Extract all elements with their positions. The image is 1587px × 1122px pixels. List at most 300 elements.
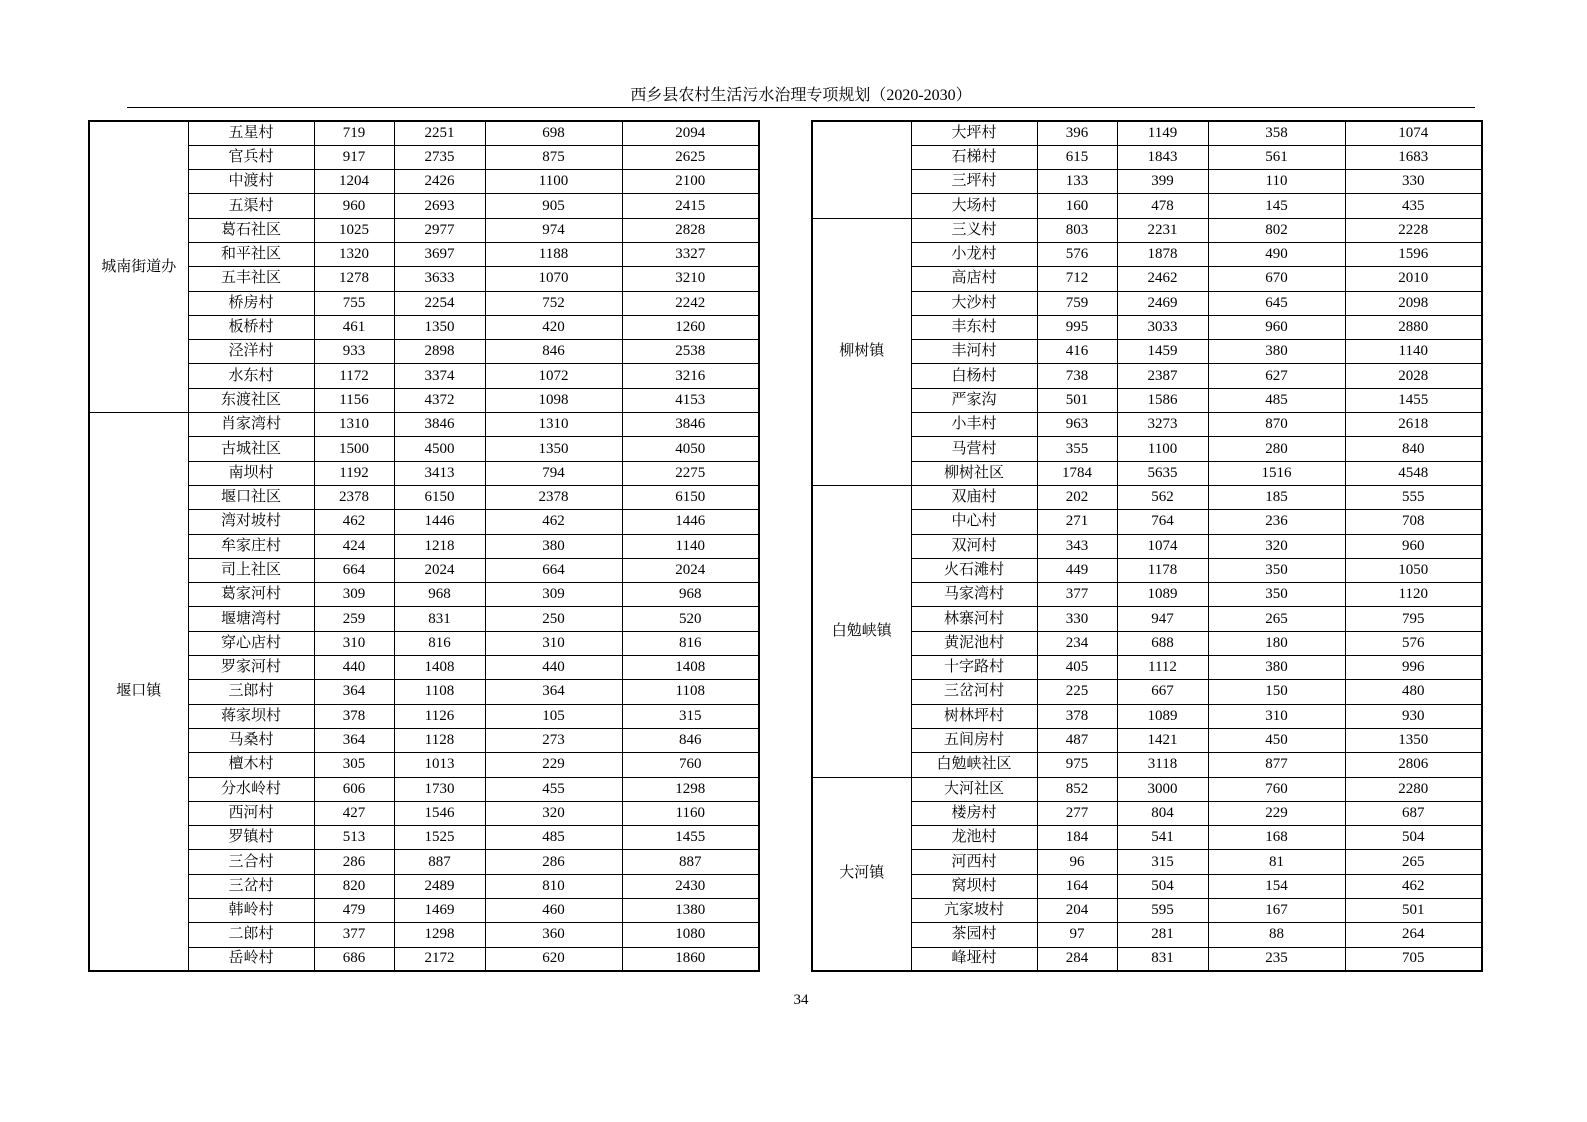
village-name-cell: 三义村 <box>911 218 1037 242</box>
town-name-cell: 柳树镇 <box>812 218 911 485</box>
village-name-cell: 小丰村 <box>911 413 1037 437</box>
value-cell: 81 <box>1208 850 1345 874</box>
value-cell: 1089 <box>1117 704 1208 728</box>
value-cell: 1080 <box>622 923 759 947</box>
value-cell: 2024 <box>622 558 759 582</box>
value-cell: 1469 <box>394 899 485 923</box>
value-cell: 485 <box>1208 388 1345 412</box>
value-cell: 1860 <box>622 947 759 971</box>
value-cell: 1350 <box>485 437 622 461</box>
value-cell: 576 <box>1345 631 1482 655</box>
value-cell: 2489 <box>394 874 485 898</box>
table-row <box>89 534 759 558</box>
value-cell: 1120 <box>1345 583 1482 607</box>
value-cell: 281 <box>1117 923 1208 947</box>
value-cell: 1784 <box>1037 461 1117 485</box>
value-cell: 160 <box>1037 194 1117 218</box>
value-cell: 670 <box>1208 267 1345 291</box>
value-cell: 501 <box>1345 899 1482 923</box>
value-cell: 2538 <box>622 340 759 364</box>
value-cell: 455 <box>485 777 622 801</box>
value-cell: 831 <box>394 607 485 631</box>
value-cell: 3000 <box>1117 777 1208 801</box>
value-cell: 202 <box>1037 485 1117 509</box>
value-cell: 2010 <box>1345 267 1482 291</box>
table-row <box>89 291 759 315</box>
table-row <box>89 461 759 485</box>
value-cell: 840 <box>1345 437 1482 461</box>
table-row <box>812 364 1482 388</box>
table-row <box>812 826 1482 850</box>
village-name-cell: 大坪村 <box>911 121 1037 145</box>
village-name-cell: 湾对坡村 <box>188 510 314 534</box>
value-cell: 802 <box>1208 218 1345 242</box>
value-cell: 377 <box>314 923 394 947</box>
table-row <box>89 656 759 680</box>
value-cell: 504 <box>1345 826 1482 850</box>
village-name-cell: 三合村 <box>188 850 314 874</box>
table-row <box>812 583 1482 607</box>
table-row <box>89 826 759 850</box>
value-cell: 870 <box>1208 413 1345 437</box>
value-cell: 450 <box>1208 728 1345 752</box>
village-name-cell: 桥房村 <box>188 291 314 315</box>
value-cell: 2280 <box>1345 777 1482 801</box>
value-cell: 4153 <box>622 388 759 412</box>
village-name-cell: 五渠村 <box>188 194 314 218</box>
village-name-cell: 牟家庄村 <box>188 534 314 558</box>
value-cell: 440 <box>485 656 622 680</box>
village-name-cell: 蒋家坝村 <box>188 704 314 728</box>
value-cell: 2378 <box>314 485 394 509</box>
table-row <box>89 607 759 631</box>
table-row <box>89 388 759 412</box>
table-row <box>812 242 1482 266</box>
value-cell: 164 <box>1037 874 1117 898</box>
value-cell: 687 <box>1345 801 1482 825</box>
value-cell: 1188 <box>485 242 622 266</box>
table-row <box>812 437 1482 461</box>
value-cell: 1100 <box>1117 437 1208 461</box>
village-name-cell: 高店村 <box>911 267 1037 291</box>
village-name-cell: 龙池村 <box>911 826 1037 850</box>
village-name-cell: 林寨河村 <box>911 607 1037 631</box>
table-row <box>89 437 759 461</box>
table-row <box>812 267 1482 291</box>
value-cell: 2828 <box>622 218 759 242</box>
value-cell: 350 <box>1208 558 1345 582</box>
value-cell: 5635 <box>1117 461 1208 485</box>
table-row <box>812 291 1482 315</box>
value-cell: 1516 <box>1208 461 1345 485</box>
value-cell: 229 <box>485 753 622 777</box>
village-name-cell: 五间房村 <box>911 728 1037 752</box>
value-cell: 759 <box>1037 291 1117 315</box>
value-cell: 435 <box>1345 194 1482 218</box>
value-cell: 480 <box>1345 680 1482 704</box>
value-cell: 97 <box>1037 923 1117 947</box>
table-row <box>812 850 1482 874</box>
value-cell: 2275 <box>622 461 759 485</box>
table-row <box>812 413 1482 437</box>
table-row <box>89 874 759 898</box>
village-name-cell: 丰河村 <box>911 340 1037 364</box>
value-cell: 3633 <box>394 267 485 291</box>
table-row <box>89 315 759 339</box>
village-name-cell: 五丰社区 <box>188 267 314 291</box>
value-cell: 3413 <box>394 461 485 485</box>
value-cell: 760 <box>622 753 759 777</box>
value-cell: 816 <box>622 631 759 655</box>
village-name-cell: 黄泥池村 <box>911 631 1037 655</box>
village-name-cell: 东渡社区 <box>188 388 314 412</box>
value-cell: 555 <box>1345 485 1482 509</box>
value-cell: 1072 <box>485 364 622 388</box>
value-cell: 1408 <box>622 656 759 680</box>
value-cell: 286 <box>485 850 622 874</box>
village-name-cell: 亢家坡村 <box>911 899 1037 923</box>
value-cell: 1350 <box>394 315 485 339</box>
village-name-cell: 马营村 <box>911 437 1037 461</box>
value-cell: 1218 <box>394 534 485 558</box>
value-cell: 738 <box>1037 364 1117 388</box>
value-cell: 1074 <box>1345 121 1482 145</box>
value-cell: 620 <box>485 947 622 971</box>
village-name-cell: 三岔河村 <box>911 680 1037 704</box>
table-row <box>89 194 759 218</box>
value-cell: 887 <box>622 850 759 874</box>
value-cell: 795 <box>1345 607 1482 631</box>
table-row <box>812 194 1482 218</box>
value-cell: 1070 <box>485 267 622 291</box>
value-cell: 1025 <box>314 218 394 242</box>
village-name-cell: 双庙村 <box>911 485 1037 509</box>
table-row <box>89 364 759 388</box>
village-name-cell: 大沙村 <box>911 291 1037 315</box>
village-name-cell: 马家湾村 <box>911 583 1037 607</box>
value-cell: 225 <box>1037 680 1117 704</box>
value-cell: 1525 <box>394 826 485 850</box>
value-cell: 1074 <box>1117 534 1208 558</box>
value-cell: 1380 <box>622 899 759 923</box>
value-cell: 1140 <box>622 534 759 558</box>
village-name-cell: 葛家河村 <box>188 583 314 607</box>
value-cell: 133 <box>1037 170 1117 194</box>
village-name-cell: 檀木村 <box>188 753 314 777</box>
value-cell: 852 <box>1037 777 1117 801</box>
value-cell: 698 <box>485 121 622 145</box>
value-cell: 1459 <box>1117 340 1208 364</box>
value-cell: 96 <box>1037 850 1117 874</box>
value-cell: 504 <box>1117 874 1208 898</box>
village-name-cell: 二郎村 <box>188 923 314 947</box>
value-cell: 320 <box>485 801 622 825</box>
value-cell: 2693 <box>394 194 485 218</box>
table-row <box>812 315 1482 339</box>
village-name-cell: 白杨村 <box>911 364 1037 388</box>
value-cell: 309 <box>485 583 622 607</box>
value-cell: 752 <box>485 291 622 315</box>
value-cell: 1260 <box>622 315 759 339</box>
value-cell: 794 <box>485 461 622 485</box>
value-cell: 259 <box>314 607 394 631</box>
value-cell: 1140 <box>1345 340 1482 364</box>
village-name-cell: 肖家湾村 <box>188 413 314 437</box>
value-cell: 2880 <box>1345 315 1482 339</box>
value-cell: 3327 <box>622 242 759 266</box>
value-cell: 462 <box>485 510 622 534</box>
value-cell: 320 <box>1208 534 1345 558</box>
value-cell: 887 <box>394 850 485 874</box>
value-cell: 490 <box>1208 242 1345 266</box>
table-row <box>89 850 759 874</box>
village-name-cell: 丰东村 <box>911 315 1037 339</box>
value-cell: 760 <box>1208 777 1345 801</box>
value-cell: 310 <box>314 631 394 655</box>
table-row <box>812 170 1482 194</box>
village-name-cell: 葛石社区 <box>188 218 314 242</box>
town-name-cell: 白勉峡镇 <box>812 485 911 777</box>
value-cell: 1156 <box>314 388 394 412</box>
value-cell: 541 <box>1117 826 1208 850</box>
value-cell: 1204 <box>314 170 394 194</box>
value-cell: 284 <box>1037 947 1117 971</box>
value-cell: 2415 <box>622 194 759 218</box>
village-name-cell: 白勉峡社区 <box>911 753 1037 777</box>
value-cell: 2172 <box>394 947 485 971</box>
value-cell: 180 <box>1208 631 1345 655</box>
value-cell: 1172 <box>314 364 394 388</box>
village-name-cell: 泾洋村 <box>188 340 314 364</box>
value-cell: 355 <box>1037 437 1117 461</box>
table-row <box>812 388 1482 412</box>
town-name-cell: 堰口镇 <box>89 413 188 972</box>
table-row <box>812 145 1482 169</box>
value-cell: 343 <box>1037 534 1117 558</box>
value-cell: 974 <box>485 218 622 242</box>
village-name-cell: 堰塘湾村 <box>188 607 314 631</box>
value-cell: 1421 <box>1117 728 1208 752</box>
value-cell: 905 <box>485 194 622 218</box>
value-cell: 960 <box>1345 534 1482 558</box>
value-cell: 286 <box>314 850 394 874</box>
table-row <box>89 340 759 364</box>
value-cell: 479 <box>314 899 394 923</box>
page-number: 34 <box>793 992 809 1008</box>
value-cell: 3374 <box>394 364 485 388</box>
value-cell: 875 <box>485 145 622 169</box>
value-cell: 1310 <box>314 413 394 437</box>
value-cell: 105 <box>485 704 622 728</box>
value-cell: 204 <box>1037 899 1117 923</box>
value-cell: 420 <box>485 315 622 339</box>
value-cell: 2977 <box>394 218 485 242</box>
value-cell: 2469 <box>1117 291 1208 315</box>
village-name-cell: 三岔村 <box>188 874 314 898</box>
value-cell: 1100 <box>485 170 622 194</box>
value-cell: 645 <box>1208 291 1345 315</box>
value-cell: 561 <box>1208 145 1345 169</box>
value-cell: 712 <box>1037 267 1117 291</box>
village-name-cell: 板桥村 <box>188 315 314 339</box>
value-cell: 1730 <box>394 777 485 801</box>
value-cell: 1455 <box>1345 388 1482 412</box>
village-name-cell: 堰口社区 <box>188 485 314 509</box>
value-cell: 1843 <box>1117 145 1208 169</box>
value-cell: 667 <box>1117 680 1208 704</box>
value-cell: 4372 <box>394 388 485 412</box>
value-cell: 595 <box>1117 899 1208 923</box>
value-cell: 2387 <box>1117 364 1208 388</box>
value-cell: 947 <box>1117 607 1208 631</box>
village-name-cell: 南坝村 <box>188 461 314 485</box>
value-cell: 719 <box>314 121 394 145</box>
village-name-cell: 罗家河村 <box>188 656 314 680</box>
value-cell: 271 <box>1037 510 1117 534</box>
town-name-cell: 城南街道办 <box>89 121 188 413</box>
value-cell: 235 <box>1208 947 1345 971</box>
table-row <box>89 413 759 437</box>
left-table-body <box>89 121 759 971</box>
village-name-cell: 楼房村 <box>911 801 1037 825</box>
value-cell: 1546 <box>394 801 485 825</box>
value-cell: 330 <box>1037 607 1117 631</box>
value-cell: 273 <box>485 728 622 752</box>
value-cell: 975 <box>1037 753 1117 777</box>
value-cell: 154 <box>1208 874 1345 898</box>
value-cell: 4548 <box>1345 461 1482 485</box>
value-cell: 764 <box>1117 510 1208 534</box>
table-row <box>89 267 759 291</box>
value-cell: 3210 <box>622 267 759 291</box>
village-name-cell: 岳岭村 <box>188 947 314 971</box>
value-cell: 513 <box>314 826 394 850</box>
value-cell: 562 <box>1117 485 1208 509</box>
value-cell: 416 <box>1037 340 1117 364</box>
value-cell: 960 <box>1208 315 1345 339</box>
village-name-cell: 火石滩村 <box>911 558 1037 582</box>
value-cell: 1455 <box>622 826 759 850</box>
value-cell: 487 <box>1037 728 1117 752</box>
value-cell: 501 <box>1037 388 1117 412</box>
value-cell: 520 <box>622 607 759 631</box>
village-name-cell: 大场村 <box>911 194 1037 218</box>
table-row <box>89 145 759 169</box>
value-cell: 309 <box>314 583 394 607</box>
table-row <box>812 728 1482 752</box>
table-row <box>89 923 759 947</box>
value-cell: 804 <box>1117 801 1208 825</box>
value-cell: 3216 <box>622 364 759 388</box>
value-cell: 2625 <box>622 145 759 169</box>
value-cell: 380 <box>1208 340 1345 364</box>
left-table <box>88 120 760 972</box>
value-cell: 968 <box>622 583 759 607</box>
value-cell: 2251 <box>394 121 485 145</box>
value-cell: 1500 <box>314 437 394 461</box>
value-cell: 378 <box>1037 704 1117 728</box>
value-cell: 88 <box>1208 923 1345 947</box>
village-name-cell: 石梯村 <box>911 145 1037 169</box>
value-cell: 364 <box>485 680 622 704</box>
value-cell: 462 <box>314 510 394 534</box>
value-cell: 364 <box>314 728 394 752</box>
value-cell: 960 <box>314 194 394 218</box>
table-row <box>89 899 759 923</box>
table-row <box>812 461 1482 485</box>
value-cell: 350 <box>1208 583 1345 607</box>
value-cell: 3033 <box>1117 315 1208 339</box>
village-name-cell: 马桑村 <box>188 728 314 752</box>
value-cell: 664 <box>485 558 622 582</box>
village-name-cell: 树林坪村 <box>911 704 1037 728</box>
value-cell: 264 <box>1345 923 1482 947</box>
value-cell: 236 <box>1208 510 1345 534</box>
village-name-cell: 韩岭村 <box>188 899 314 923</box>
right-table <box>811 120 1483 972</box>
value-cell: 2242 <box>622 291 759 315</box>
table-row <box>812 753 1482 777</box>
value-cell: 6150 <box>394 485 485 509</box>
value-cell: 250 <box>485 607 622 631</box>
value-cell: 705 <box>1345 947 1482 971</box>
village-name-cell: 中心村 <box>911 510 1037 534</box>
village-name-cell: 分水岭村 <box>188 777 314 801</box>
value-cell: 846 <box>622 728 759 752</box>
value-cell: 708 <box>1345 510 1482 534</box>
header-rule <box>127 107 1475 108</box>
value-cell: 150 <box>1208 680 1345 704</box>
value-cell: 405 <box>1037 656 1117 680</box>
table-row <box>89 680 759 704</box>
value-cell: 377 <box>1037 583 1117 607</box>
value-cell: 358 <box>1208 121 1345 145</box>
value-cell: 1149 <box>1117 121 1208 145</box>
value-cell: 846 <box>485 340 622 364</box>
value-cell: 310 <box>1208 704 1345 728</box>
table-row <box>812 947 1482 971</box>
value-cell: 1683 <box>1345 145 1482 169</box>
table-row <box>812 923 1482 947</box>
village-name-cell: 严家沟 <box>911 388 1037 412</box>
village-name-cell: 水东村 <box>188 364 314 388</box>
town-name-cell: 大河镇 <box>812 777 911 971</box>
value-cell: 185 <box>1208 485 1345 509</box>
table-row <box>812 680 1482 704</box>
value-cell: 378 <box>314 704 394 728</box>
village-name-cell: 三郎村 <box>188 680 314 704</box>
value-cell: 167 <box>1208 899 1345 923</box>
village-name-cell: 柳树社区 <box>911 461 1037 485</box>
value-cell: 1446 <box>394 510 485 534</box>
value-cell: 2094 <box>622 121 759 145</box>
value-cell: 930 <box>1345 704 1482 728</box>
value-cell: 1298 <box>394 923 485 947</box>
value-cell: 1586 <box>1117 388 1208 412</box>
village-name-cell: 司上社区 <box>188 558 314 582</box>
value-cell: 1446 <box>622 510 759 534</box>
table-row <box>89 777 759 801</box>
village-name-cell: 窝坝村 <box>911 874 1037 898</box>
right-table-body <box>812 121 1482 971</box>
value-cell: 1112 <box>1117 656 1208 680</box>
value-cell: 1878 <box>1117 242 1208 266</box>
value-cell: 1596 <box>1345 242 1482 266</box>
table-row <box>89 704 759 728</box>
table-row <box>812 704 1482 728</box>
village-name-cell: 双河村 <box>911 534 1037 558</box>
value-cell: 2228 <box>1345 218 1482 242</box>
